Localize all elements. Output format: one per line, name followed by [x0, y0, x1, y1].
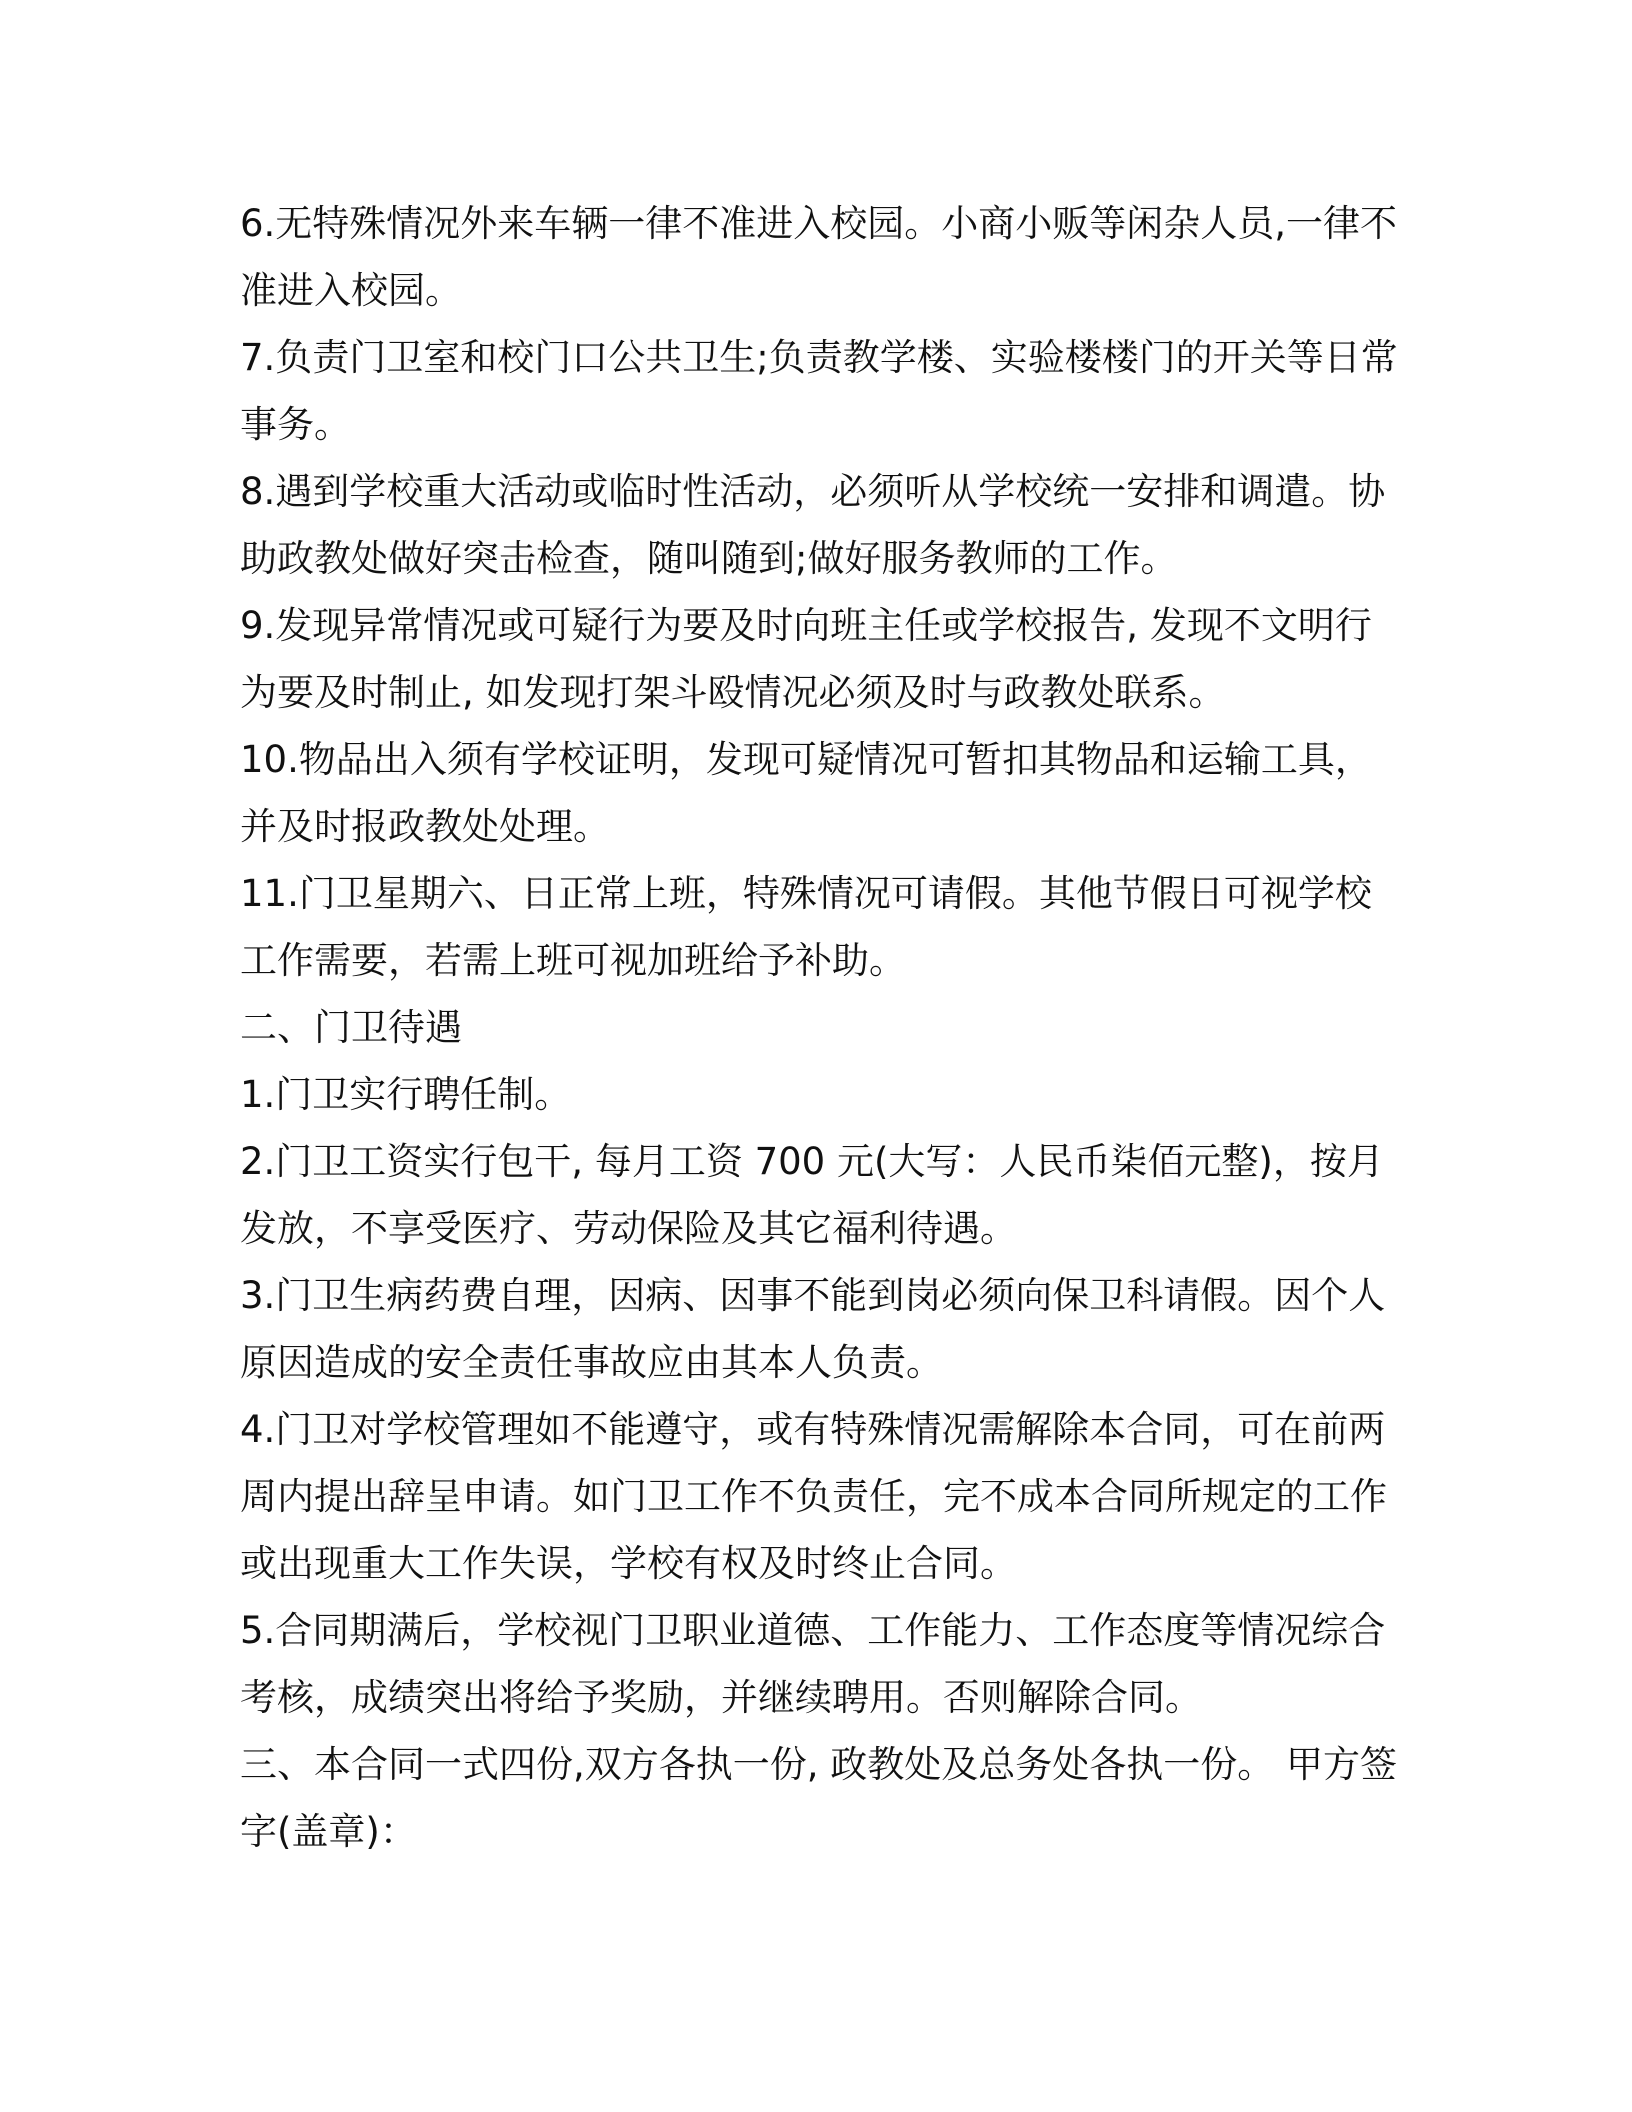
section-three-copies-signature: 三、本合同一式四份,双方各执一份, 政教处及总务处各执一份。 甲方签字(盖章)： [240, 1743, 1398, 1853]
paragraph-item-11: 11.门卫星期六、日正常上班，特殊情况可请假。其他节假日可视学校工作需要，若需上班可视加班给予补助。 [240, 872, 1372, 982]
benefit-item-4: 4.门卫对学校管理如不能遵守，或有特殊情况需解除本合同，可在前两周内提出辞呈申请。如门卫工作不负责任，完不成本合同所规定的工作或出现重大工作失误，学校有权及时终止合同。 [240, 1408, 1387, 1585]
benefit-item-3: 3.门卫生病药费自理，因病、因事不能到岗必须向保卫科请假。因个人原因造成的安全责任事故应由其本人负责。 [240, 1274, 1386, 1384]
paragraph-item-10: 10.物品出入须有学校证明，发现可疑情况可暂扣其物品和运输工具，并及时报政教处处理。 [240, 738, 1372, 848]
document-body [240, 190, 1400, 1865]
benefit-item-5: 5.合同期满后，学校视门卫职业道德、工作能力、工作态度等情况综合考核，成绩突出将给予奖励，并继续聘用。否则解除合同。 [240, 1609, 1386, 1719]
paragraph-item-6: 6.无特殊情况外来车辆一律不准进入校园。小商小贩等闲杂人员,一律不准进入校园。 [240, 202, 1398, 312]
paragraph-item-7: 7.负责门卫室和校门口公共卫生;负责教学楼、实验楼楼门的开关等日常事务。 [240, 336, 1398, 446]
paragraph-item-8: 8.遇到学校重大活动或临时性活动，必须听从学校统一安排和调遣。协助政教处做好突击检查，随叫随到;做好服务教师的工作。 [240, 470, 1386, 580]
benefit-item-1: 1.门卫实行聘任制。 [240, 1073, 572, 1116]
benefit-item-2: 2.门卫工资实行包干, 每月工资 700 元(大写：人民币柒佰元整)，按月发放，不享受医疗、劳动保险及其它福利待遇。 [240, 1140, 1384, 1250]
paragraph-item-9: 9.发现异常情况或可疑行为要及时向班主任或学校报告, 发现不文明行为要及时制止, 如发现打架斗殴情况必须及时与政教处联系。 [240, 604, 1372, 714]
section-heading-guard-benefits: 二、门卫待遇 [240, 1006, 462, 1049]
